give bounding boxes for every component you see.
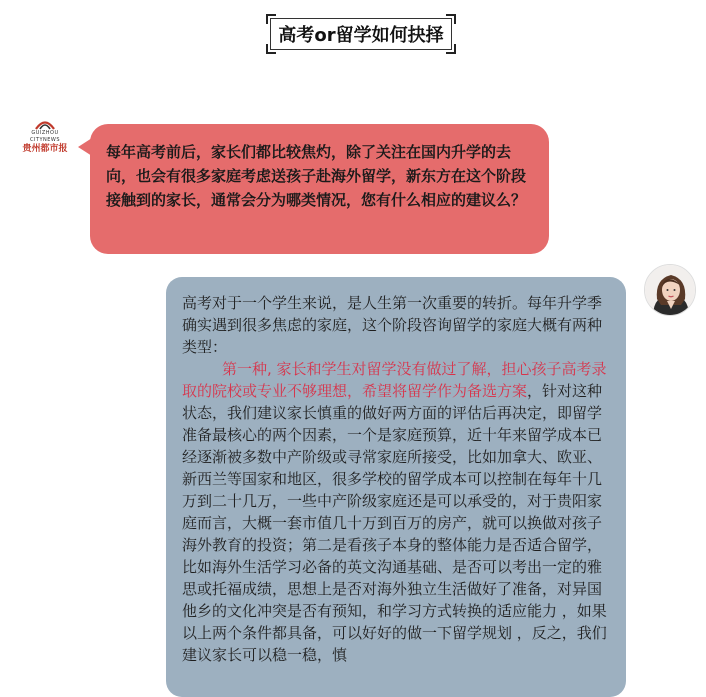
logo-english-text: GUIZHOU CITYNEWS: [29, 130, 61, 143]
answer-intro: 高考对于一个学生来说，是人生第一次重要的转折。每年升学季确实遇到很多焦虑的家庭，这个阶段咨询留学的家庭大概有两种类型：: [182, 294, 603, 356]
page-title: 高考or留学如何抉择: [270, 18, 452, 50]
logo-chinese-text: 贵州都市报: [22, 144, 68, 154]
logo-mark-icon: [34, 118, 56, 130]
answer-bubble: [166, 277, 626, 697]
answer-paragraph: [182, 358, 612, 666]
newspaper-logo: [18, 118, 72, 152]
avatar: [644, 264, 696, 316]
answer-highlight: 第一种, 家长和学生对留学没有做过了解，担心孩子高考录取的院校或专业不够理想，希望将留学作为备选方案: [182, 360, 607, 400]
question-bubble: [90, 124, 549, 254]
question-text: 每年高考前后，家长们都比较焦灼，除了关注在国内升学的去向，也会有很多家庭考虑送孩子赴海外留学，新东方在这个阶段接触到的家长，通常会分为哪类情况，您有什么相应的建议么？: [106, 143, 527, 209]
title-frame: [266, 14, 456, 54]
answer-body: ，针对这种状态，我们建议家长慎重的做好两方面的评估后再决定，即留学准备最核心的两个因素，一个是家庭预算，近十年来留学成本已经逐渐被多数中产阶级或寻常家庭所接受，比如加拿大、欧亚、新西兰等国家和地区，很多学校的留学成本可以控制在每年十几万到二十几万，一些中产阶级家庭还是可以承受的，对于贵阳家庭而言，大概一套市值几十万到百万的房产，就可以换做对孩子海外教育的投资；第二是看孩子本身的整体能力是否适合留学，比如海外生活学习必备的英文沟通基础、是否可以考出一定的雅思或托福成绩，思想上是否对海外独立生活做好了准备，对异国他乡的文化冲突是否有预知，和学习方式转换的适应能力 ，如果以上两个条件都具备，可以好好的做一下留学规划 ，反之，我们建议家长可以稳一稳，慎: [182, 382, 607, 664]
woman-portrait-icon: [645, 265, 696, 316]
